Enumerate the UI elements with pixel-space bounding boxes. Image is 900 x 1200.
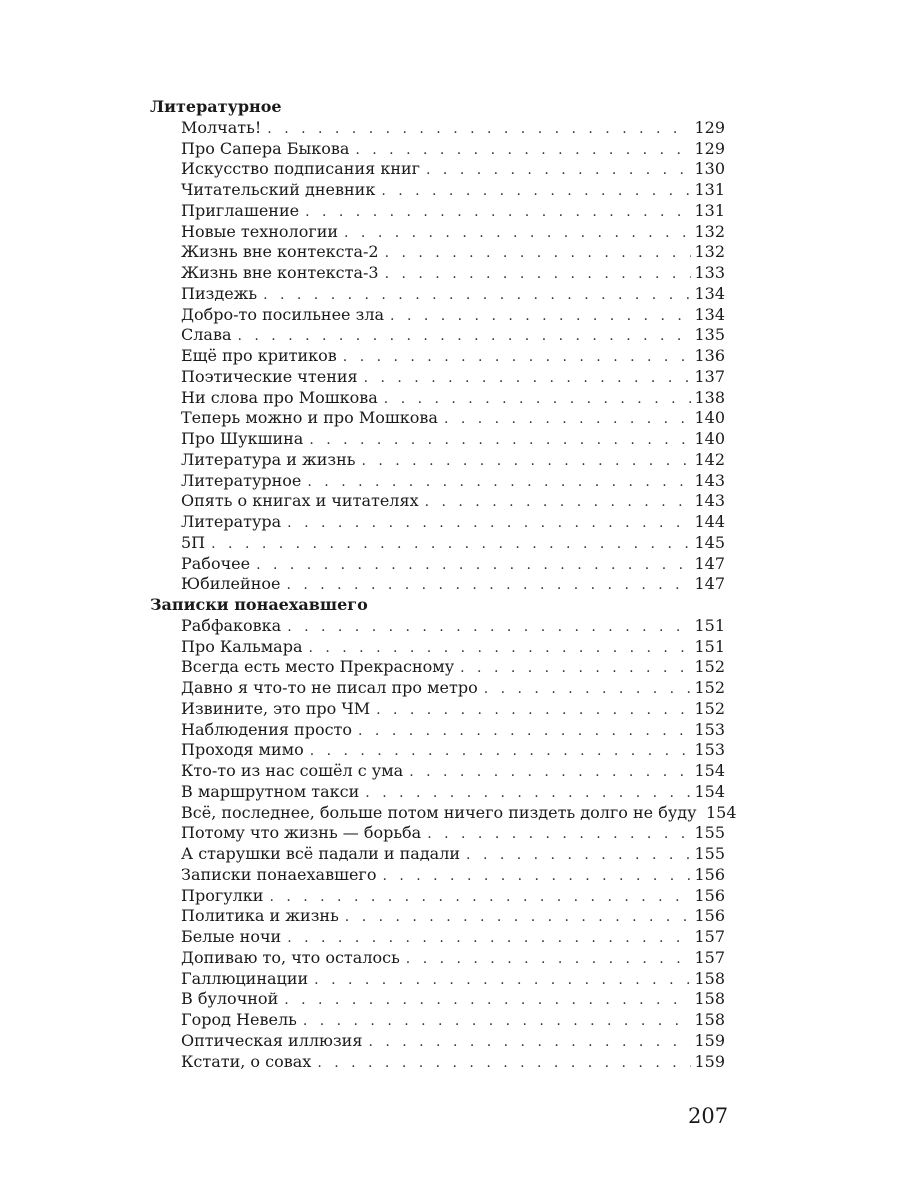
- entry-title: Всё, последнее, больше потом ничего пиздеть долго не буду: [181, 802, 697, 822]
- entry-page-number: 136: [694, 346, 725, 365]
- page-number: 207: [688, 1104, 729, 1128]
- dot-leader: [344, 223, 691, 244]
- dot-leader: [308, 638, 691, 659]
- toc-entry: [181, 388, 725, 409]
- dot-leader: [267, 119, 691, 140]
- dot-leader: [376, 700, 691, 721]
- dot-leader: [345, 907, 691, 928]
- entry-title: Слава: [181, 325, 232, 345]
- dot-leader: [409, 762, 691, 783]
- entry-title: Искусство подписания книг: [181, 159, 421, 179]
- entry-title: 5П: [181, 532, 206, 552]
- toc-entry: [181, 948, 725, 969]
- toc-entry: [181, 989, 725, 1010]
- entry-title: Прогулки: [181, 885, 264, 905]
- toc-entry: [181, 450, 725, 471]
- table-of-contents: [150, 97, 737, 1072]
- entry-title: Теперь можно и про Мошкова: [181, 408, 438, 428]
- toc-entry: [181, 637, 725, 658]
- dot-leader: [384, 389, 691, 410]
- dot-leader: [307, 472, 691, 493]
- entry-page-number: 135: [694, 325, 725, 345]
- toc-entry: [181, 554, 725, 575]
- entry-page-number: 151: [694, 636, 725, 656]
- toc-entry: [181, 139, 725, 160]
- entry-page-number: 130: [694, 159, 725, 179]
- entry-title: Приглашение: [181, 200, 300, 220]
- toc-entry: [181, 263, 725, 284]
- toc-entry: [181, 1052, 725, 1073]
- entry-title: Молчать!: [181, 117, 262, 137]
- entry-title: Новые технологии: [181, 221, 339, 241]
- dot-leader: [286, 575, 691, 596]
- entry-page-number: 152: [694, 657, 725, 677]
- entry-page-number: 154: [694, 761, 725, 780]
- entry-title: Всегда есть место Прекрасному: [181, 657, 455, 677]
- entry-title: Белые ночи: [181, 927, 282, 946]
- dot-leader: [368, 1032, 691, 1053]
- toc-entry: [181, 284, 725, 305]
- toc-entry: [181, 242, 725, 263]
- toc-entry: [181, 180, 725, 201]
- toc-entry: [181, 346, 725, 367]
- dot-leader: [361, 451, 691, 472]
- dot-leader: [303, 1011, 691, 1032]
- dot-leader: [427, 824, 691, 845]
- entry-title: Город Невель: [181, 1010, 297, 1029]
- toc-entry: [181, 740, 725, 761]
- toc-entry: [181, 325, 725, 346]
- entry-title: Читательский дневник: [181, 180, 376, 199]
- entry-title: Допиваю то, что осталось: [181, 947, 400, 967]
- toc-entry: [181, 512, 725, 533]
- entry-title: Про Кальмара: [181, 636, 303, 656]
- toc-entry: [181, 886, 725, 907]
- entry-page-number: 143: [694, 491, 725, 511]
- toc-entry: [181, 367, 725, 388]
- entry-page-number: 159: [694, 1030, 725, 1050]
- dot-leader: [358, 721, 691, 742]
- toc-entry: [181, 782, 725, 803]
- toc-entry: [181, 1010, 725, 1031]
- toc-entry: [181, 720, 725, 741]
- entry-page-number: 153: [694, 740, 725, 760]
- entry-page-number: 140: [694, 429, 725, 448]
- entry-page-number: 151: [694, 615, 725, 635]
- dot-leader: [466, 845, 691, 866]
- entry-page-number: 143: [694, 470, 725, 490]
- entry-title: Про Сапера Быкова: [181, 138, 350, 158]
- dot-leader: [309, 430, 691, 451]
- entry-title: Ни слова про Мошкова: [181, 387, 378, 407]
- entry-title: Кто-то из нас сошёл с ума: [181, 761, 404, 780]
- entry-title: Литературное: [181, 470, 302, 490]
- entry-page-number: 147: [694, 574, 725, 594]
- entry-title: В булочной: [181, 989, 279, 1009]
- entry-title: Наблюдения просто: [181, 719, 353, 739]
- toc-entry: [181, 574, 725, 595]
- entry-title: Жизнь вне контекста-2: [181, 242, 379, 262]
- dot-leader: [381, 181, 691, 202]
- entry-title: Опять о книгах и читателях: [181, 491, 419, 511]
- entry-page-number: 154: [706, 802, 737, 822]
- entry-title: Про Шукшина: [181, 429, 304, 448]
- dot-leader: [390, 306, 691, 327]
- dot-leader: [317, 1053, 691, 1074]
- toc-entry: [181, 844, 725, 865]
- toc-entry: [181, 159, 725, 180]
- entry-title: Оптическая иллюзия: [181, 1030, 363, 1050]
- entry-page-number: 158: [694, 989, 725, 1009]
- entry-title: Записки понаехавшего: [181, 864, 377, 884]
- toc-entry: [181, 678, 725, 699]
- dot-leader: [269, 887, 691, 908]
- entry-title: Пиздежь: [181, 283, 258, 303]
- dot-leader: [484, 679, 691, 700]
- entry-page-number: 129: [694, 117, 725, 137]
- entry-title: Жизнь вне контекста-3: [181, 263, 379, 282]
- entry-title: Добро-то посильнее зла: [181, 304, 385, 324]
- entry-page-number: 156: [694, 906, 725, 926]
- toc-entry: [181, 802, 737, 824]
- entry-page-number: 158: [694, 968, 725, 988]
- toc-entry: [181, 657, 725, 678]
- entry-page-number: 157: [694, 927, 725, 946]
- entry-page-number: 152: [694, 678, 725, 697]
- dot-leader: [263, 285, 691, 306]
- dot-leader: [444, 409, 691, 430]
- entry-title: Проходя мимо: [181, 740, 304, 760]
- toc-entry: [181, 761, 725, 782]
- entry-page-number: 154: [694, 781, 725, 801]
- toc-entry: [181, 616, 725, 637]
- entry-page-number: 134: [694, 283, 725, 303]
- dot-leader: [256, 555, 691, 576]
- dot-leader: [310, 741, 691, 762]
- entry-title: Галлюцинации: [181, 968, 309, 988]
- entry-title: В маршрутном такси: [181, 781, 360, 801]
- toc-entry: [181, 927, 725, 948]
- entry-page-number: 144: [694, 512, 725, 531]
- dot-leader: [287, 928, 691, 949]
- dot-leader: [355, 140, 691, 161]
- entry-page-number: 142: [694, 449, 725, 469]
- toc-entry: [181, 201, 725, 222]
- dot-leader: [238, 326, 692, 347]
- entry-title: Политика и жизнь: [181, 906, 339, 926]
- entry-title: Юбилейное: [181, 574, 281, 594]
- entry-page-number: 133: [694, 263, 725, 282]
- entry-title: Литература и жизнь: [181, 449, 356, 469]
- entry-page-number: 132: [694, 221, 725, 241]
- entry-title: Кстати, о совах: [181, 1051, 312, 1071]
- dot-leader: [406, 949, 691, 970]
- dot-leader: [364, 368, 691, 389]
- dot-leader: [460, 658, 691, 679]
- toc-entry: [181, 865, 725, 886]
- dot-leader: [425, 492, 691, 513]
- entry-page-number: 131: [694, 200, 725, 220]
- entry-title: Поэтические чтения: [181, 366, 358, 386]
- entry-page-number: 157: [694, 947, 725, 967]
- entry-title: Потому что жизнь — борьба: [181, 823, 422, 843]
- toc-entry: [181, 471, 725, 492]
- toc-entry: [181, 305, 725, 326]
- entry-page-number: 155: [694, 823, 725, 843]
- toc-entry: [181, 429, 725, 450]
- dot-leader: [426, 160, 691, 181]
- toc-entry: [181, 408, 725, 429]
- entry-title: Рабфаковка: [181, 615, 282, 635]
- toc-entry: [181, 491, 725, 512]
- toc-entry: [181, 969, 725, 990]
- entry-page-number: 156: [694, 885, 725, 905]
- dot-leader: [284, 990, 691, 1011]
- entry-page-number: 152: [694, 698, 725, 718]
- toc-entry: [181, 118, 725, 139]
- entry-title: А старушки всё падали и падали: [181, 844, 461, 863]
- dot-leader: [211, 534, 691, 555]
- entry-page-number: 138: [694, 387, 725, 407]
- section-heading: Записки понаехавшего: [150, 595, 368, 614]
- dot-leader: [314, 970, 691, 991]
- toc-entry: [181, 222, 725, 243]
- dot-leader: [287, 513, 691, 534]
- entry-page-number: 158: [694, 1010, 725, 1029]
- entry-page-number: 137: [694, 366, 725, 386]
- entry-page-number: 156: [694, 864, 725, 884]
- toc-entry: [181, 533, 725, 554]
- entry-page-number: 129: [694, 138, 725, 158]
- toc-entry: [181, 699, 725, 720]
- entry-page-number: 159: [694, 1051, 725, 1071]
- entry-title: Давно я что-то не писал про метро: [181, 678, 478, 697]
- dot-leader: [382, 866, 691, 887]
- dot-leader: [385, 264, 691, 285]
- entry-page-number: 131: [694, 180, 725, 199]
- dot-leader: [385, 243, 691, 264]
- dot-leader: [287, 617, 691, 638]
- entry-title: Литература: [181, 512, 282, 531]
- entry-page-number: 153: [694, 719, 725, 739]
- entry-page-number: 147: [694, 553, 725, 573]
- entry-page-number: 140: [694, 408, 725, 428]
- dot-leader: [365, 783, 691, 804]
- entry-title: Извините, это про ЧМ: [181, 698, 371, 718]
- entry-page-number: 155: [694, 844, 725, 863]
- entry-page-number: 134: [694, 304, 725, 324]
- entry-page-number: 145: [694, 532, 725, 552]
- entry-title: Ещё про критиков: [181, 346, 337, 365]
- entry-title: Рабочее: [181, 553, 251, 573]
- dot-leader: [305, 202, 691, 223]
- section-heading: Литературное: [150, 97, 282, 116]
- toc-entry: [181, 823, 725, 844]
- toc-entry: [181, 1031, 725, 1052]
- entry-page-number: 132: [694, 242, 725, 262]
- toc-entry: [181, 906, 725, 927]
- dot-leader: [343, 347, 691, 368]
